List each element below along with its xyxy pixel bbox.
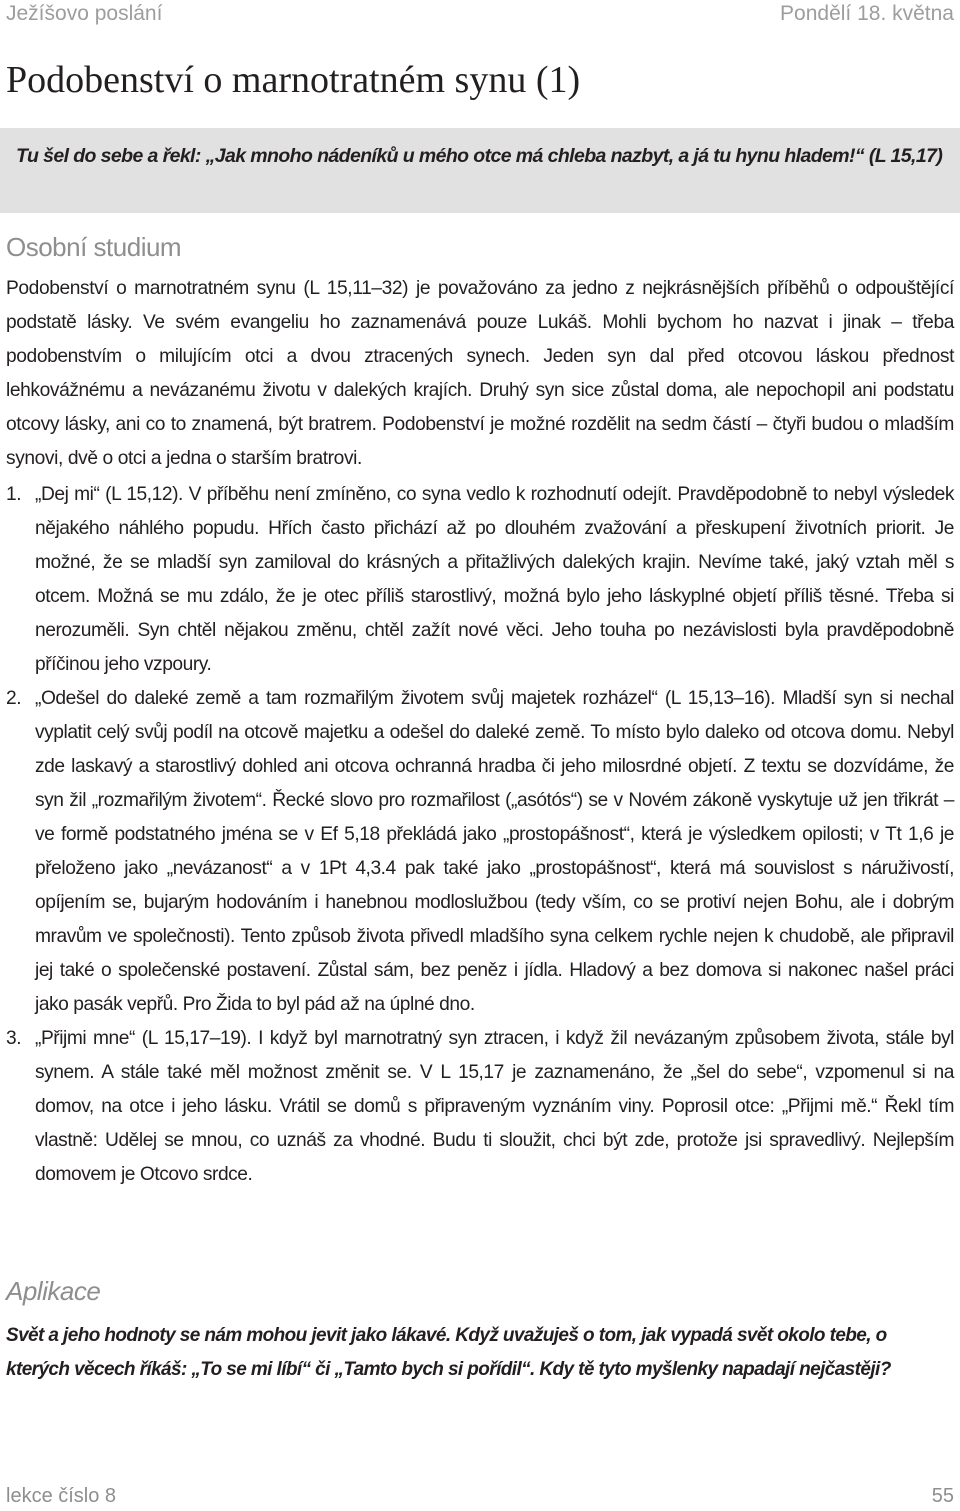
page-title: Podobenství o marnotratném synu (1) — [6, 59, 581, 101]
page-header — [6, 2, 954, 32]
running-head-date: Pondělí 18. května — [780, 2, 954, 25]
list-item-text: „Odešel do daleké země a tam rozmařilým životem svůj majetek rozházel“ (L 15,13–16). Mladší syn si nechal vyplatit celý svůj podíl na otcově majetku a odešel do daleké země. To místo bylo daleko od otcova domu. Nebyl zde laskavý a starostlivý dohled ani otcova ochranná hradba či jeho milosrdné objetí. Z textu se dozvídáme, že syn žil „rozmařilým životem“. Řecké slovo pro rozmařilost („asótós“) se v Novém zákoně vyskytuje už jen třikrát – ve formě podstatného jména se v Ef 5,18 překládá jako „prostopášnost“, která je výsledkem opilosti; v Tt 1,6 je přeloženo jako „nevázanost“ a v 1Pt 4,3.4 pak také jako „prostopášnost“, která má souvislost s náruživostí, opíjením se, bujarým hodováním i hanebnou modloslužbou (tedy vším, co se protiví nejen Bohu, ale i dobrým mravům ve společnosti). Tento způsob života přivedl mladšího syna celkem rychle nejen k chudobě, ale připravil jej také o společenské postavení. Zůstal sám, bez peněz i jídla. Hladový a bez domova si nakonec našel práci jako pasák vepřů. Pro Žida to byl pád až na úplné dno. — [35, 688, 954, 1015]
study-intro: Podobenství o marnotratném synu (L 15,11–32) je považováno za jedno z nejkrásnějších příběhů o odpouštějící podstatě lásky. Ve svém evangeliu ho zaznamenává pouze Lukáš. Mohli bychom ho nazvat i jinak – třeba podobenstvím o milujícím otci a dvou ztracených synech. Jeden syn dal před otcovou láskou přednost lehkovážnému a nevázanému životu v dalekých krajích. Druhý syn sice zůstal doma, ale nepochopil ani podstatu otcovy lásky, ani co to znamená, být bratrem. Podobenství je možné rozdělit na sedm částí – čtyři budou o mladším synovi, dvě o otci a jedna o starším bratrovi. — [6, 278, 954, 469]
list-item-number: 1. — [6, 484, 22, 505]
list-item — [6, 478, 954, 682]
list-item-text: „Přijmi mne“ (L 15,17–19). I když byl marnotratný syn ztracen, i když žil nevázaným způsobem života, stále byl synem. A stále také měl možnost změnit se. V L 15,17 je zaznamenáno, že „šel do sebe“, vzpomenul si na domov, na otce i jeho lásku. Vrátil se domů s připraveným vyznáním viny. Poprosil otce: „Přijmi mě.“ Řekl tím vlastně: Udělej se mnou, co uznáš za vhodné. Budu ti sloužit, chci být zde, protože jsi spravedlivý. Nejlepším domovem je Otcovo srdce. — [35, 1028, 954, 1185]
running-head-title: Ježíšovo poslání — [6, 2, 163, 25]
key-verse: Tu šel do sebe a řekl: „Jak mnoho nádeníků u mého otce má chleba nazbyt, a já tu hynu hladem!“ (L 15,17) — [16, 145, 943, 167]
list-item — [6, 1022, 954, 1192]
study-list — [6, 478, 954, 1192]
application-heading: Aplikace — [6, 1276, 101, 1306]
study-heading: Osobní studium — [6, 232, 182, 262]
list-item-number: 2. — [6, 688, 22, 709]
lesson-number: lekce číslo 8 — [6, 1485, 117, 1507]
list-item-text: „Dej mi“ (L 15,12). V příběhu není zmíněno, co syna vedlo k rozhodnutí odejít. Pravděpodobně to nebyl výsledek nějakého náhlého popudu. Hřích často přichází až po dlouhém zvažování a přeskupení životních priorit. Je možné, že se mladší syn zamiloval do krásných a přitažlivých dalekých krajin. Nevíme také, jaký vztah měl s otcem. Možná se mu zdálo, že je otec příliš starostlivý, možná bylo jeho láskyplné objetí příliš těsné. Třeba si nerozuměli. Syn chtěl nějakou změnu, chtěl zažít nové věci. Jeho touha po nezávislosti byla pravděpodobně příčinou jeho vzpoury. — [35, 484, 954, 675]
page-footer — [6, 1485, 954, 1511]
list-item-number: 3. — [6, 1028, 22, 1049]
page-number: 55 — [931, 1485, 954, 1507]
application-text: Svět a jeho hodnoty se nám mohou jevit jako lákavé. Když uvažuješ o tom, jak vypadá svět okolo tebe, o kterých věcech říkáš: „To se mi líbí“ či „Tamto bych si pořídil“. Kdy tě tyto myšlenky napadají nejčastěji? — [6, 1325, 891, 1380]
list-item — [6, 682, 954, 1022]
